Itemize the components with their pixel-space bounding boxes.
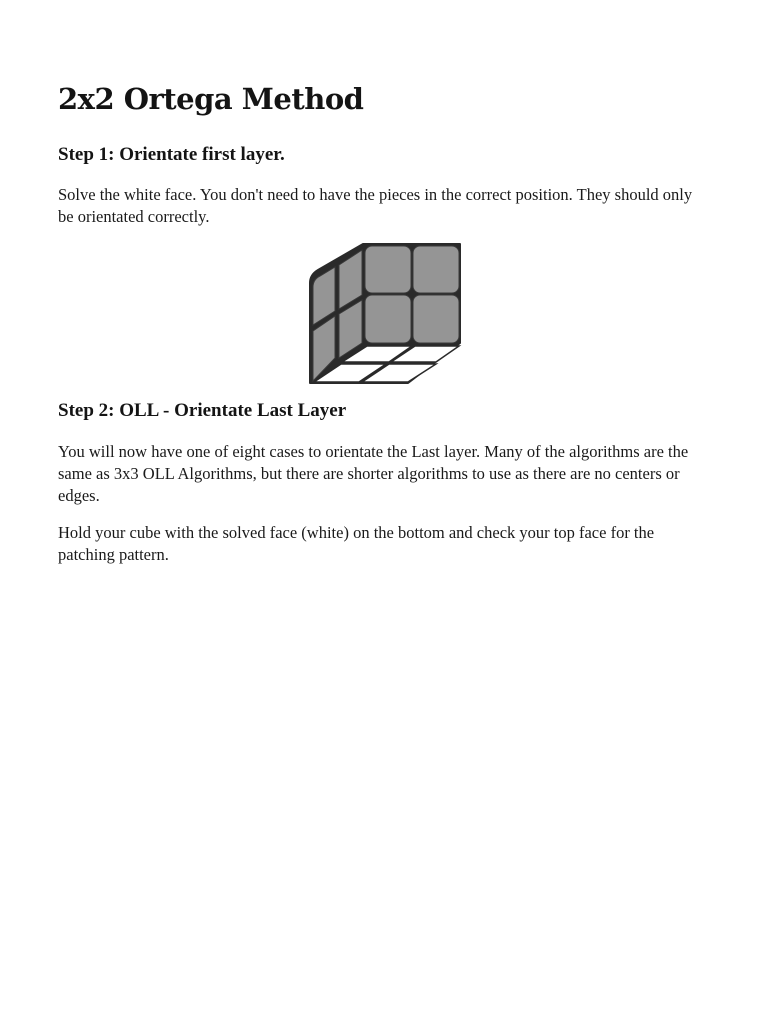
step2-paragraph-1: You will now have one of eight cases to orientate the Last layer. Many of the algorithms are the same as 3x3 OLL Algorithms, but there are shorter algorithms to use as there are no centers or edges. [58, 442, 689, 505]
page-title: 2x2 Ortega Method [58, 82, 364, 116]
cube-icon [308, 243, 462, 384]
step1-heading: Step 1: Orientate first layer. [58, 144, 285, 165]
step1-paragraph: Solve the white face. You don't need to have the pieces in the correct position. They should only be orientated correctly. [58, 185, 693, 226]
step2-paragraph-2: Hold your cube with the solved face (white) on the bottom and check your top face for the patching pattern. [58, 523, 655, 564]
step2-heading: Step 2: OLL - Orientate Last Layer [58, 400, 347, 421]
